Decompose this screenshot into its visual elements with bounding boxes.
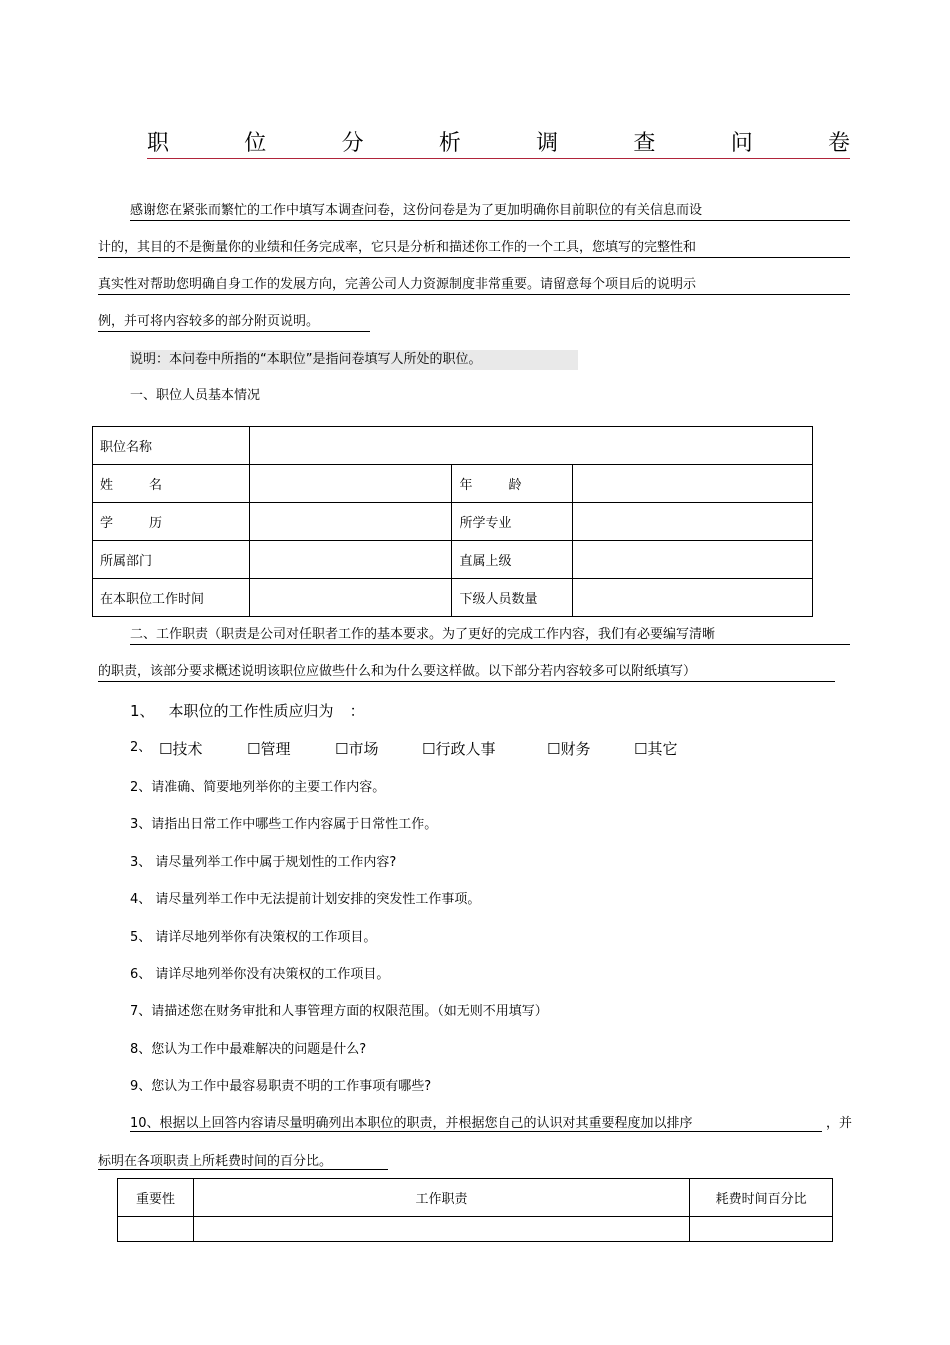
intro-line-1: 感谢您在紧张而繁忙的工作中填写本调查问卷，这份问卷是为了更加明确你目前职位的有关信息而设 <box>130 202 850 221</box>
department-label: 所属部门 <box>93 541 250 579</box>
title-char: 问 <box>730 131 753 156</box>
education-field[interactable] <box>249 503 452 541</box>
table-row <box>118 1217 833 1242</box>
checkbox-icon[interactable]: ☐ <box>335 740 349 758</box>
question-list-duties-line-1: 10、根据以上回答内容请尽量明确列出本职位的职责，并根据您自己的认识对其重要程度加以排序 <box>130 1112 822 1132</box>
title-char: 职 <box>147 131 170 156</box>
duties-table <box>117 1178 833 1242</box>
question-planned-tasks: 3、 请尽量列举工作中属于规划性的工作内容? <box>130 855 397 870</box>
title-char: 调 <box>536 131 559 156</box>
option-admin-hr[interactable]: ☐行政人事 <box>422 740 496 758</box>
table-header-row <box>118 1179 833 1217</box>
title-char: 位 <box>244 131 267 156</box>
time-percent-field[interactable] <box>690 1217 833 1242</box>
title-char: 卷 <box>827 131 850 156</box>
intro-line-4: 例，并可将内容较多的部分附页说明。 <box>98 313 370 332</box>
section-heading-duties-line-1: 二、工作职责（职责是公司对任职者工作的基本要求。为了更好的完成工作内容，我们有必要编写清晰 <box>130 626 850 645</box>
checkbox-icon[interactable]: ☐ <box>547 740 561 758</box>
option-technical[interactable]: ☐技术 <box>159 740 203 758</box>
option-other[interactable]: ☐其它 <box>634 740 678 758</box>
superior-field[interactable] <box>573 541 813 579</box>
checkbox-icon[interactable]: ☐ <box>247 740 261 758</box>
header-importance: 重要性 <box>118 1179 194 1217</box>
intro-line-3: 真实性对帮助您明确自身工作的发展方向，完善公司人力资源制度非常重要。请留意每个项目后的说明示 <box>98 276 850 295</box>
question-job-nature: 1、 本职位的工作性质应归为 ： <box>130 702 365 720</box>
checkbox-icon[interactable]: ☐ <box>422 740 436 758</box>
header-time-percent: 耗费时间百分比 <box>690 1179 833 1217</box>
title-char: 析 <box>438 131 461 156</box>
name-label: 姓 名 <box>93 465 250 503</box>
subordinates-field[interactable] <box>573 579 813 617</box>
question-list-duties-tail: ，并 <box>826 1116 853 1131</box>
importance-field[interactable] <box>118 1217 194 1242</box>
age-label: 年 龄 <box>452 465 573 503</box>
job-nature-options <box>130 738 750 758</box>
question-routine-tasks: 3、请指出日常工作中哪些工作内容属于日常性工作。 <box>130 817 438 832</box>
table-row <box>93 541 813 579</box>
tenure-label: 在本职位工作时间 <box>93 579 250 617</box>
checkbox-icon[interactable]: ☐ <box>634 740 648 758</box>
question-authority-scope: 7、请描述您在财务审批和人事管理方面的权限范围。（如无则不用填写） <box>130 1004 548 1019</box>
intro-line-2: 计的，其目的不是衡量你的业绩和任务完成率，它只是分析和描述你工作的一个工具，您填写的完整性和 <box>98 239 850 258</box>
note: 说明：本问卷中所指的“本职位”是指问卷填写人所处的职位。 <box>130 350 578 370</box>
age-field[interactable] <box>573 465 813 503</box>
question-no-decision-rights: 6、 请详尽地列举你没有决策权的工作项目。 <box>130 967 390 982</box>
question-decision-rights: 5、 请详尽地列举你有决策权的工作项目。 <box>130 930 377 945</box>
section-heading-duties-line-2: 的职责，该部分要求概述说明该职位应做些什么和为什么要这样做。以下部分若内容较多可以附纸填写） <box>98 663 835 682</box>
question-unplanned-tasks: 4、 请尽量列举工作中无法提前计划安排的突发性工作事项。 <box>130 892 481 907</box>
department-field[interactable] <box>249 541 452 579</box>
table-row <box>93 579 813 617</box>
major-field[interactable] <box>573 503 813 541</box>
basic-info-table <box>92 426 813 617</box>
major-label: 所学专业 <box>452 503 573 541</box>
question-list-duties-line-2: 标明在各项职责上所耗费时间的百分比。 <box>98 1150 388 1170</box>
name-field[interactable] <box>249 465 452 503</box>
option-finance[interactable]: ☐财务 <box>547 740 591 758</box>
option-management[interactable]: ☐管理 <box>247 740 291 758</box>
page-title <box>147 128 850 159</box>
job-name-field[interactable] <box>249 427 812 465</box>
title-char: 分 <box>341 131 364 156</box>
table-row <box>93 465 813 503</box>
table-row <box>93 503 813 541</box>
question-unclear-duties: 9、您认为工作中最容易职责不明的工作事项有哪些? <box>130 1079 432 1094</box>
header-duty: 工作职责 <box>193 1179 689 1217</box>
options-number: 2、 <box>130 740 152 755</box>
title-char: 查 <box>633 131 656 156</box>
question-main-tasks: 2、请准确、简要地列举你的主要工作内容。 <box>130 780 386 795</box>
option-marketing[interactable]: ☐市场 <box>335 740 379 758</box>
subordinates-label: 下级人员数量 <box>452 579 573 617</box>
education-label: 学 历 <box>93 503 250 541</box>
question-hardest-problem: 8、您认为工作中最难解决的问题是什么? <box>130 1042 367 1057</box>
job-name-label: 职位名称 <box>93 427 250 465</box>
section-heading-basic-info: 一、职位人员基本情况 <box>130 388 261 403</box>
checkbox-icon[interactable]: ☐ <box>159 740 173 758</box>
duty-field[interactable] <box>193 1217 689 1242</box>
table-row <box>93 427 813 465</box>
tenure-field[interactable] <box>249 579 452 617</box>
superior-label: 直属上级 <box>452 541 573 579</box>
